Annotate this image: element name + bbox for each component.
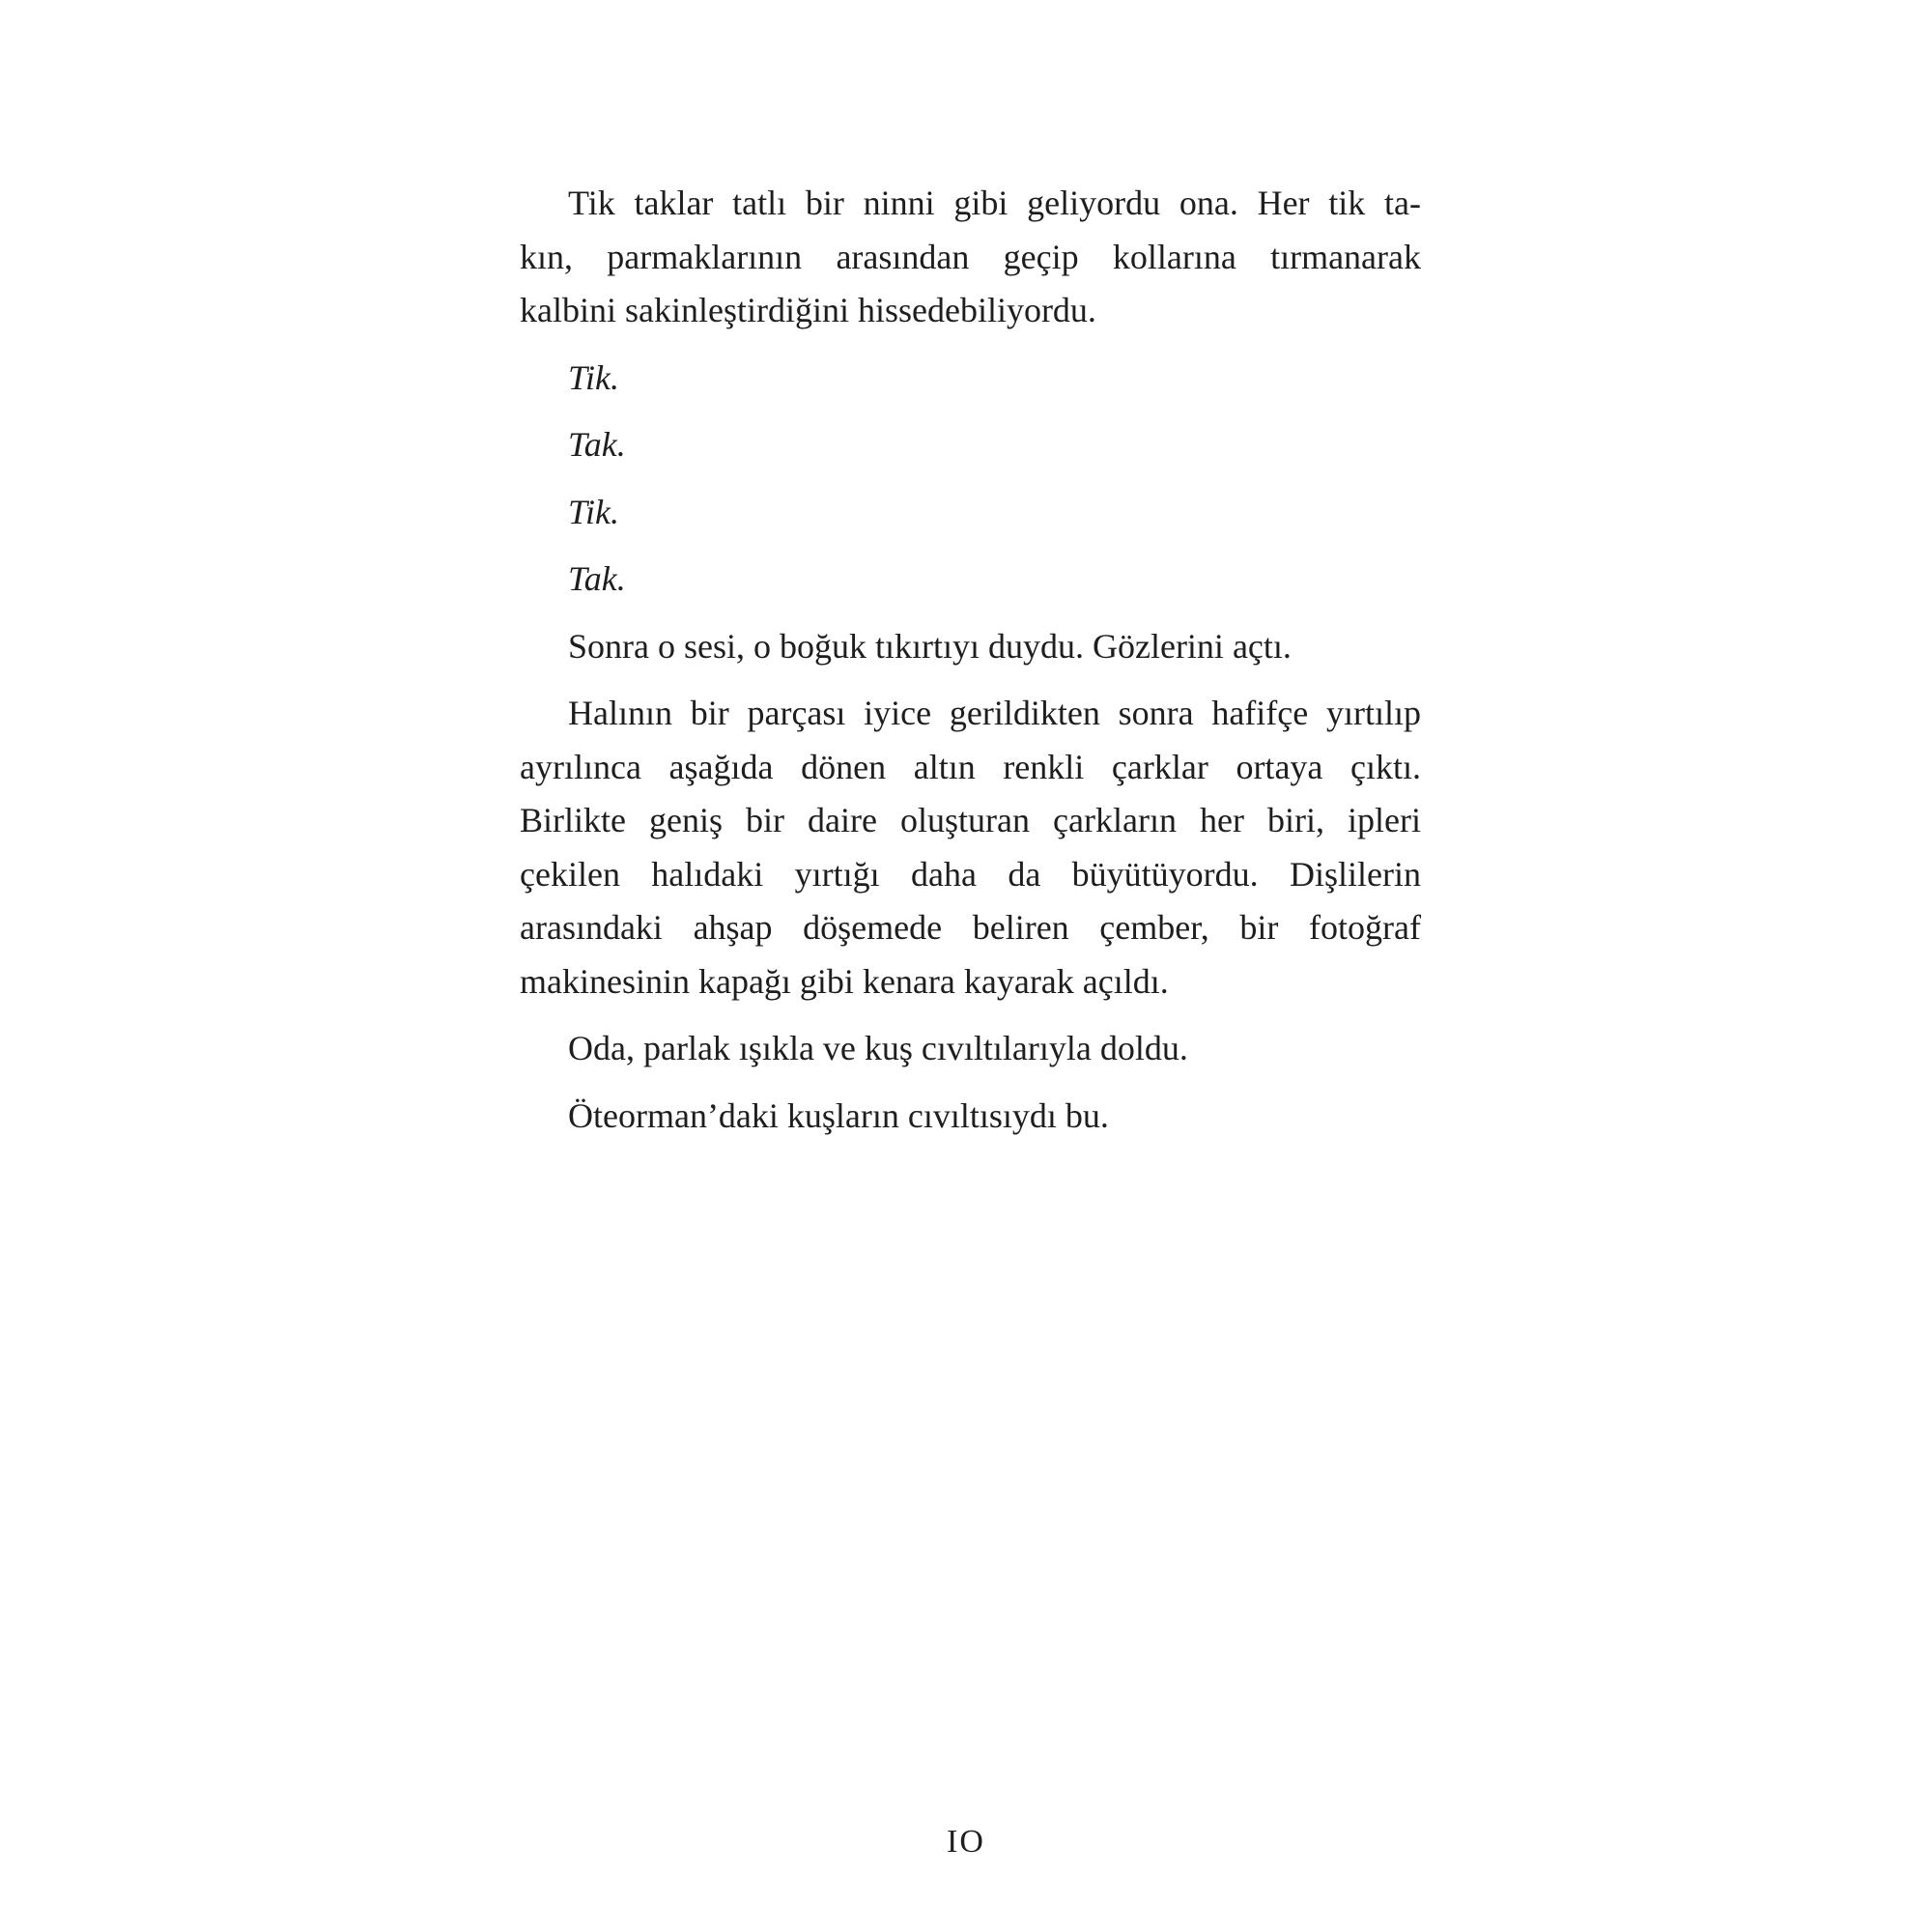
tik-line: Tik. bbox=[568, 357, 620, 397]
paragraph-gears bbox=[520, 687, 1421, 1009]
page-body bbox=[520, 177, 1421, 1156]
text-line: makinesinin kapağı gibi kenara kayarak açıldı. bbox=[520, 961, 1169, 1001]
text-line: Öteorman’daki kuşların cıvıltısıydı bu. bbox=[568, 1095, 1109, 1135]
paragraph-sound bbox=[520, 620, 1421, 674]
paragraph-light bbox=[520, 1022, 1421, 1076]
tak-line: Tak. bbox=[568, 559, 626, 598]
paragraph-lullaby bbox=[520, 177, 1421, 338]
page-number: IO bbox=[947, 1824, 985, 1860]
text-line: Birlikte geniş bir daire oluşturan çarkların her biri, ipleri bbox=[520, 801, 1421, 839]
text-line: ayrılınca aşağıda dönen altın renkli çarklar ortaya çıktı. bbox=[520, 747, 1421, 786]
text-line: kalbini sakinleştirdiğini hissedebiliyordu. bbox=[520, 291, 1096, 329]
paragraph-birds bbox=[520, 1090, 1421, 1144]
text-line: Halının bir parçası iyice gerildikten sonra hafifçe yırtılıp bbox=[568, 694, 1421, 732]
text-line: arasındaki ahşap döşemede beliren çember, bir fotoğraf bbox=[520, 908, 1421, 947]
text-line: kın, parmaklarının arasından geçip kollarına tırmanarak bbox=[520, 237, 1421, 276]
text-line: Tik taklar tatlı bir ninni gibi geliyordu ona. Her tik ta- bbox=[568, 184, 1421, 222]
text-line: Sonra o sesi, o boğuk tıkırtıyı duydu. Gözlerini açtı. bbox=[568, 626, 1292, 666]
text-line: çekilen halıdaki yırtığı daha da büyütüyordu. Dişlilerin bbox=[520, 854, 1421, 894]
tik-line: Tik. bbox=[568, 492, 620, 531]
text-line: Oda, parlak ışıkla ve kuş cıvıltılarıyla doldu. bbox=[568, 1029, 1188, 1067]
tak-line: Tak. bbox=[568, 425, 626, 464]
